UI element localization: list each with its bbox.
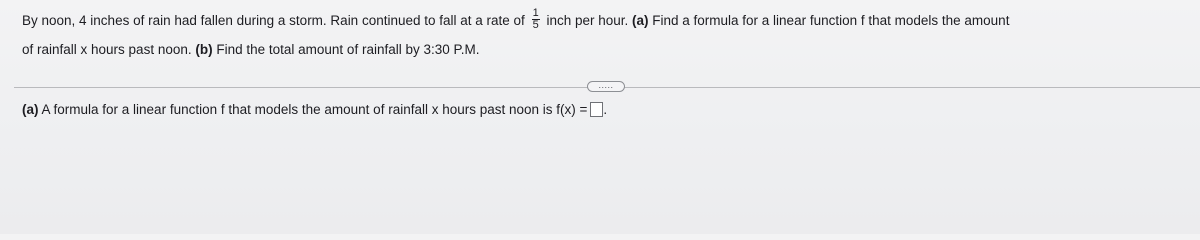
- question-text-start: By noon, 4 inches of rain had fallen during a storm. Rain continued to fall at a rate of: [22, 13, 529, 29]
- part-a-label: (a): [632, 13, 649, 29]
- answer-line: [22, 100, 607, 120]
- question-rate-unit: inch per hour.: [542, 13, 632, 29]
- rate-fraction: [532, 8, 540, 31]
- fraction-denominator: 5: [532, 19, 539, 31]
- answer-suffix: .: [603, 102, 608, 117]
- formula-answer-input[interactable]: [590, 102, 603, 117]
- part-b-instruction: Find the total amount of rainfall by 3:30 P.M.: [212, 42, 480, 57]
- fraction-numerator: 1: [532, 7, 539, 19]
- question-line-2-start: of rainfall x hours past noon.: [22, 42, 196, 57]
- part-b-label: (b): [195, 42, 213, 57]
- answer-prompt: A formula for a linear function f that models the amount of rainfall x hours past noon is f(x) =: [38, 102, 588, 117]
- answer-part-a-label: (a): [22, 102, 39, 117]
- expand-question-button[interactable]: .....: [587, 81, 625, 92]
- part-a-instruction: Find a formula for a linear function f that models the amount: [648, 13, 1010, 29]
- question-line-2: [22, 40, 480, 60]
- question-line-1: [22, 7, 1010, 33]
